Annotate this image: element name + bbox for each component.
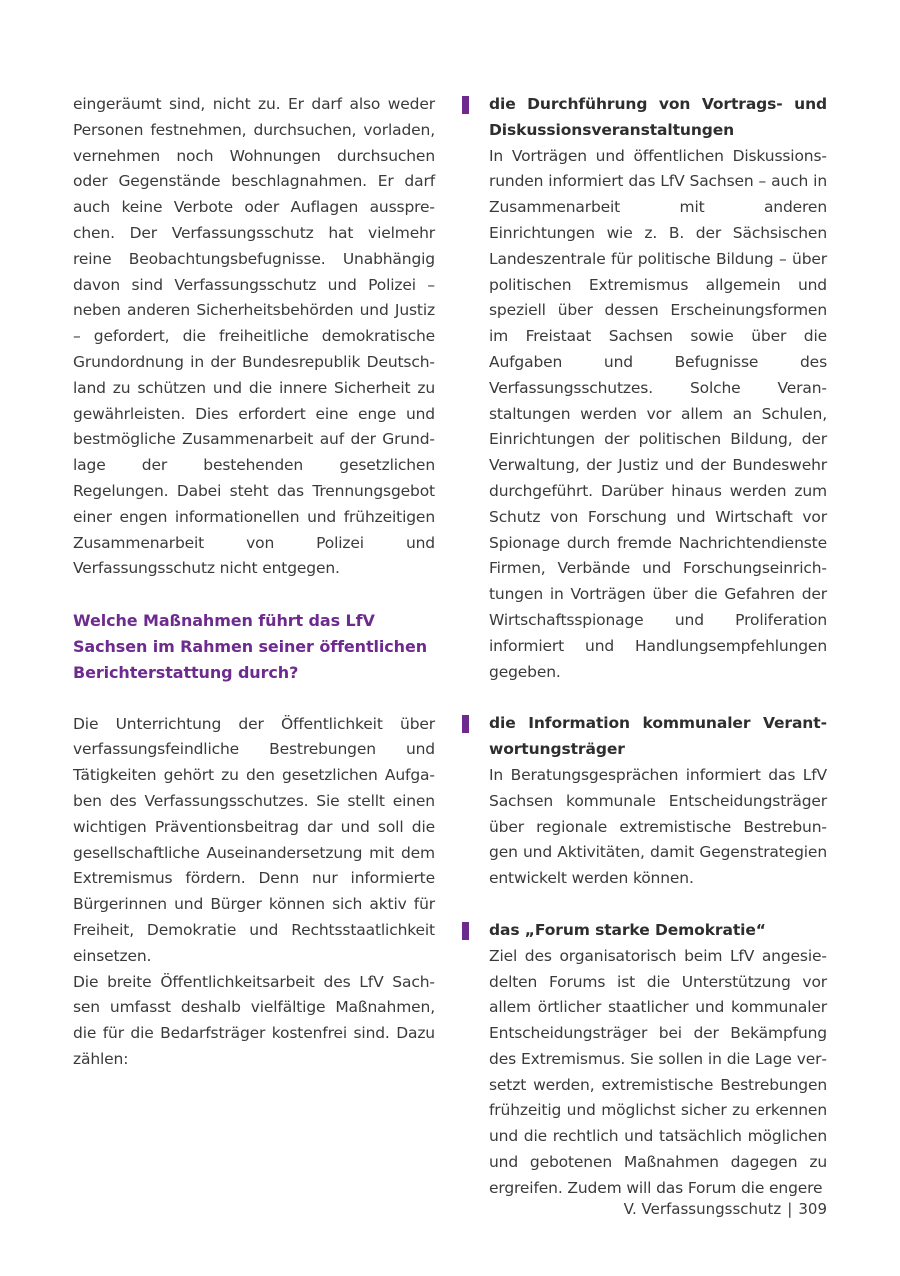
list-item-title: das „Forum starke Demokratie“ [489,920,766,939]
bullet-marker-icon [462,922,469,940]
section-heading: Welche Maßnahmen führt das LfV Sachsen im Rahmen seiner öffentlichen Berichterstattung durch? [73,611,428,682]
list-item-title: die Durchführung von Vortrags- und Diskussionsveranstaltungen [489,95,827,139]
list-item-text: Ziel des organisatorisch beim LfV angesiedelten Forums ist die Unterstützung vor allem örtlicher staatlicher und kommunaler Entscheidungsträger bei der Bekämpfung des Extremismus. Sie sollen in die Lage versetzt werden, extremistische Bestrebungen frühzeitig und möglichst sicher zu erkennen und die rechtlich und tatsächlich möglichen und gebotenen Maßnahmen dagegen zu ergreifen. Zudem will das Forum die engere [489,946,827,1197]
paragraph-2: Die Unterrichtung der Öffentlichkeit über verfassungsfeindliche Bestrebungen und Tätigkeiten gehört zu den gesetzlichen Aufgaben des Verfassungsschutzes. Sie stellt einen wichtigen Präventionsbeitrag dar und soll die gesellschaftliche Auseinandersetzung mit dem Extremismus fördern. Denn nur informierte Bürgerinnen und Bürger können sich aktiv für Freiheit, Demokratie und Rechtsstaatlichkeit einsetzen. [73,714,435,965]
page-number: 309 [798,1200,827,1218]
section-heading-block [73,608,435,685]
right-column [462,92,827,1202]
list-item-text: In Beratungsgesprächen informiert das LfV Sachsen kommunale Entscheidungsträger über regionale extremistische Bestrebungen und Aktivitäten, damit Gegenstrategien entwickelt werden können. [489,765,827,888]
bullet-marker-icon [462,96,469,114]
bullet-marker-icon [462,715,469,733]
page-footer [624,1198,827,1220]
list-item-text: In Vorträgen und öffentlichen Diskussionsrunden informiert das LfV Sachsen – auch in Zusammenarbeit mit anderen Einrichtungen wie z. B. der Sächsischen Landeszentrale für politische Bildung – über politischen Extremismus allgemein und speziell über dessen Erscheinungsformen im Freistaat Sachsen sowie über die Aufgaben und Befugnisse des Verfassungsschutzes. Solche Veranstaltungen werden vor allem an Schulen, Einrichtungen der politischen Bildung, der Verwaltung, der Justiz und der Bundeswehr durchgeführt. Darüber hinaus werden zum Schutz von Forschung und Wirtschaft vor Spionage durch fremde Nachrichtendienste Firmen, Verbände und Forschungseinrichtungen in Vorträgen über die Gefahren der Wirtschaftsspionage und Proliferation informiert und Handlungsempfehlungen gegeben. [489,146,827,681]
list-item [462,711,827,892]
footer-separator: | [787,1200,793,1218]
paragraph-3: Die breite Öffentlichkeitsarbeit des LfV Sachsen umfasst deshalb vielfältige Maßnahmen, die für die Bedarfsträger kostenfrei sind. Dazu zählen: [73,972,435,1068]
intro-paragraph: eingeräumt sind, nicht zu. Er darf also weder Personen festnehmen, durchsuchen, vorladen, vernehmen noch Wohnungen durchsuchen oder Gegenstände beschlagnahmen. Er darf auch keine Verbote oder Auflagen aussprechen. Der Verfassungsschutz hat vielmehr reine Beobachtungsbefugnisse. Unabhängig davon sind Verfassungsschutz und Polizei – neben anderen Sicherheitsbehörden und Justiz – gefordert, die freiheitliche demokratische Grundordnung in der Bundesrepublik Deutschland zu schützen und die innere Sicherheit zu gewährleisten. Dies erfordert eine enge und bestmögliche Zusammenarbeit auf der Grundlage der bestehenden gesetzlichen Regelungen. Dabei steht das Trennungsgebot einer engen informationellen und frühzeitigen Zusammenarbeit von Polizei und Verfassungsschutz nicht entgegen. [73,95,435,578]
footer-chapter: V. Verfassungsschutz [623,1200,782,1218]
list-item [462,918,827,1202]
list-item [462,92,827,685]
left-column [73,92,435,1073]
list-item-title: die Information kommunaler Verantwortungsträger [489,714,827,759]
